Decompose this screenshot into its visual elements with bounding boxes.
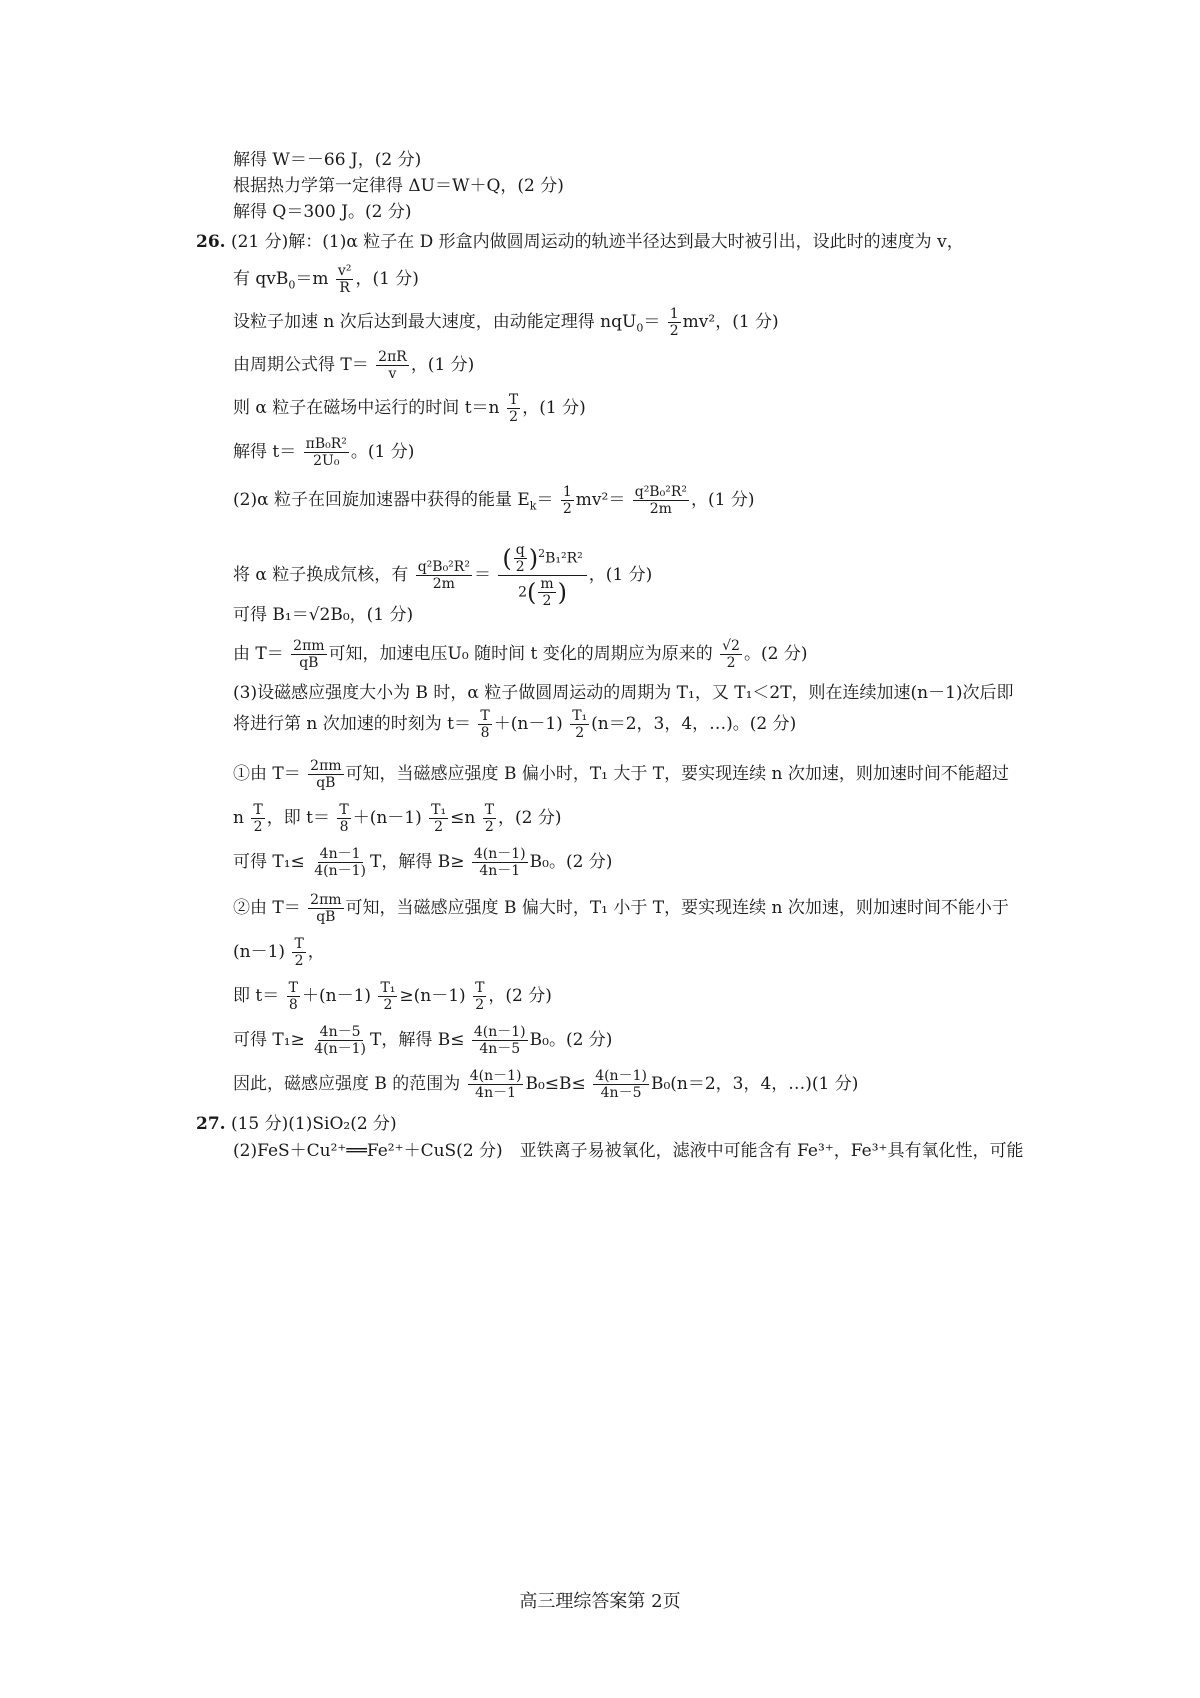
question-26-header <box>196 229 1040 255</box>
text: 可知，当磁感应强度 B 偏小时，T₁ 大于 T，要实现连续 n 次加速，则加速时间不能超过 <box>345 764 1009 784</box>
question-number: 26. <box>196 232 226 252</box>
denominator: qB <box>316 909 336 925</box>
text: ，即 t＝ <box>266 808 330 828</box>
numerator: T <box>475 980 485 996</box>
text: 设粒子加速 n 次后达到最大速度，由动能定理得 nqU <box>233 312 637 332</box>
numerator: T <box>253 802 263 818</box>
numerator: T <box>480 708 490 724</box>
fraction <box>561 484 574 517</box>
fraction <box>468 1068 524 1101</box>
denominator: 2 <box>434 819 444 835</box>
eq-time-result <box>233 436 1040 469</box>
text: 可得 T₁≥ <box>233 1030 305 1050</box>
text: ＝ <box>473 565 491 585</box>
numerator: 2πm <box>310 758 342 774</box>
numerator: ( $\frac{q}{2}$ )$^2$B₁²R² <box>498 542 586 576</box>
text: B₁²R² <box>545 550 583 567</box>
text: 可得 T₁≤ <box>233 852 305 872</box>
text: 由周期公式得 T＝ <box>233 355 369 375</box>
text: T，解得 B≤ <box>369 1030 465 1050</box>
numerator: 2πm <box>310 892 342 908</box>
line-part3: (3)设磁感应强度大小为 B 时，α 粒子做圆周运动的周期为 T₁，又 T₁＜2T，则在连续加速(n－1)次后即 <box>233 683 1014 703</box>
denominator: 2 <box>575 725 585 741</box>
text: ，(1 分) <box>410 355 475 375</box>
fraction-deuteron <box>498 542 586 609</box>
fraction <box>668 306 681 339</box>
text: ，(1 分) <box>588 565 653 585</box>
denominator: qB <box>316 775 336 791</box>
text: 因此，磁感应强度 B 的范围为 <box>233 1074 461 1094</box>
denominator: 2m <box>432 576 455 592</box>
text: 将 α 粒子换成氘核，有 <box>233 565 409 585</box>
fraction <box>473 980 486 1013</box>
text: B₀。(2 分) <box>529 1030 613 1050</box>
text: ＋(n－1) <box>352 808 422 828</box>
text: 将进行第 n 次加速的时刻为 t＝ <box>233 714 471 734</box>
numerator: 4(n－1) <box>473 846 526 862</box>
numerator: T <box>484 802 495 818</box>
numerator: 4n－1 <box>319 846 361 862</box>
numerator: T₁ <box>380 980 396 996</box>
fraction <box>378 980 397 1013</box>
numerator: v² <box>337 263 352 279</box>
text: ≥(n－1) <box>399 986 466 1006</box>
text: 即 t＝ <box>233 986 280 1006</box>
subscript: 0 <box>636 321 644 335</box>
page-footer: 高三理综答案第 2页 <box>519 1591 681 1612</box>
denominator: 4n－5 <box>479 1041 521 1057</box>
text: ①由 T＝ <box>233 764 301 784</box>
numerator: m <box>540 576 554 592</box>
fraction <box>429 802 448 835</box>
numerator: q²B₀²R² <box>417 559 470 575</box>
fraction <box>308 758 343 791</box>
text: ，(1 分) <box>355 269 419 289</box>
denominator: v <box>388 366 397 382</box>
denominator: 2m <box>649 501 672 517</box>
numerator: 4(n－1) <box>473 1024 526 1040</box>
eq-case-large-b-ineq <box>233 980 1040 1013</box>
text: ＋(n－1) <box>302 986 372 1006</box>
denominator: 4n－1 <box>479 863 521 879</box>
denominator: 4(n－1) <box>314 1041 366 1057</box>
text: (n－1) <box>233 942 286 962</box>
fraction <box>312 1024 368 1057</box>
numerator: T <box>294 936 304 952</box>
text: 。(2 分) <box>743 644 808 664</box>
text: 则 α 粒子在磁场中运行的时间 t＝n <box>233 398 500 418</box>
denominator: 2 <box>509 409 519 425</box>
text: (2)α 粒子在回旋加速器中获得的能量 E <box>233 490 530 510</box>
text: ，(1 分) <box>690 490 755 510</box>
eq-kinetic-energy <box>233 306 1040 339</box>
numerator: 2πm <box>293 638 325 654</box>
fraction <box>292 936 305 969</box>
fraction <box>308 892 343 925</box>
fraction <box>287 980 300 1013</box>
question-text: (21 分)解：(1)α 粒子在 D 形盒内做圆周运动的轨迹半径达到最大时被引出，设此时的速度为 v， <box>230 232 964 252</box>
denominator: 2( $\frac{m}{2}$ ) <box>518 576 568 609</box>
fraction <box>633 484 689 517</box>
line-heat: 解得 Q＝300 J。(2 分) <box>233 202 412 222</box>
fraction <box>251 802 264 835</box>
text: ＝ <box>643 312 661 332</box>
text: B₀(n＝2，3，4，…)(1 分) <box>650 1074 859 1094</box>
numerator: 4n－5 <box>319 1024 361 1040</box>
numerator: 2πR <box>378 349 407 365</box>
fraction <box>507 392 520 425</box>
line-b1: 可得 B₁＝√2B₀，(1 分) <box>233 605 414 625</box>
fraction <box>304 436 349 469</box>
numerator: 4(n－1) <box>469 1068 522 1084</box>
text: 可知，当磁感应强度 B 偏大时，T₁ 小于 T，要实现连续 n 次加速，则加速时间不能小于 <box>345 898 1009 918</box>
denominator: 2 <box>294 953 304 969</box>
numerator: T₁ <box>572 708 588 724</box>
text: 可知，加速电压U₀ 随时间 t 变化的周期应为原来的 <box>328 644 713 664</box>
eq-case-large-b <box>233 892 1040 925</box>
eq-nth-acceleration <box>233 708 1040 741</box>
fraction <box>483 802 496 835</box>
fraction <box>472 846 528 879</box>
question-number: 27. <box>196 1114 226 1134</box>
numerator: T₁ <box>431 802 447 818</box>
fraction <box>312 846 368 879</box>
denominator: 4(n－1) <box>314 863 366 879</box>
text: ＋(n－1) <box>493 714 563 734</box>
eq-case-small-b-result <box>233 846 1040 879</box>
fraction <box>593 1068 649 1101</box>
subscript: 0 <box>288 278 296 292</box>
numerator: q <box>515 542 525 558</box>
eq-case-large-b-bound <box>233 936 1040 969</box>
text: 由 T＝ <box>233 644 284 664</box>
line-fes-reaction: (2)FeS＋Cu²⁺══Fe²⁺＋CuS(2 分) 亚铁离子易被氧化，滤液中可能含有 Fe³⁺，Fe³⁺具有氧化性，可能 <box>233 1141 1024 1161</box>
eq-case-small-b <box>233 758 1040 791</box>
fraction <box>416 559 472 592</box>
denominator: 2 <box>669 323 679 339</box>
fraction <box>337 802 350 835</box>
numerator: T <box>508 392 519 408</box>
denominator: 4n－5 <box>600 1085 642 1101</box>
text: 解得 t＝ <box>233 442 297 462</box>
denominator: qB <box>299 655 319 671</box>
eq-time-in-field <box>233 392 1040 425</box>
eq-energy-gained <box>233 484 1040 517</box>
fraction <box>291 638 326 671</box>
eq-case-small-b-ineq <box>233 802 1040 835</box>
denominator: R <box>339 280 350 296</box>
denominator: 2 <box>484 819 494 835</box>
text: T，解得 B≥ <box>369 852 465 872</box>
text: (n＝2，3，4，…)。(2 分) <box>591 714 797 734</box>
line-work: 解得 W＝－66 J，(2 分) <box>233 150 422 170</box>
fraction <box>336 263 354 296</box>
eq-period-ratio <box>233 638 1040 671</box>
text: 。(1 分) <box>350 442 415 462</box>
text: ②由 T＝ <box>233 898 301 918</box>
eq-period <box>233 349 1040 382</box>
text: ＝ <box>536 490 554 510</box>
text: ，(1 分) <box>522 398 586 418</box>
fraction <box>472 1024 528 1057</box>
text: n <box>233 808 244 828</box>
text: mv²＝ <box>575 490 626 510</box>
fraction <box>376 349 409 382</box>
fraction <box>570 708 589 741</box>
fraction <box>720 638 742 671</box>
text: ≤n <box>450 808 476 828</box>
question-text: (15 分)(1)SiO₂(2 分) <box>230 1114 397 1134</box>
eq-b-range <box>233 1068 1040 1101</box>
numerator: T <box>339 802 349 818</box>
numerator: 1 <box>562 484 572 500</box>
denominator: 2 <box>542 593 552 609</box>
text: B₀。(2 分) <box>529 852 613 872</box>
text: ＝m <box>295 269 329 289</box>
question-27-header <box>196 1111 1040 1137</box>
denominator: 2 <box>475 997 485 1013</box>
fraction <box>514 542 527 575</box>
line-first-law: 根据热力学第一定律得 ΔU＝W＋Q，(2 分) <box>233 176 564 196</box>
numerator: 4(n－1) <box>595 1068 647 1084</box>
denominator: 8 <box>288 997 298 1013</box>
denominator: 2U₀ <box>313 453 340 469</box>
denominator: 8 <box>480 725 490 741</box>
fraction <box>478 708 491 741</box>
subscript: k <box>529 499 537 513</box>
denominator: 2 <box>253 819 263 835</box>
denominator: 2 <box>726 655 736 671</box>
numerator: √2 <box>722 638 740 654</box>
text: 有 qvB <box>233 269 289 289</box>
text: B₀≤B≤ <box>525 1074 586 1094</box>
eq-case-large-b-result <box>233 1024 1040 1057</box>
text: ，(2 分) <box>488 986 552 1006</box>
denominator: 8 <box>339 819 349 835</box>
text: mv²，(1 分) <box>682 312 779 332</box>
eq-lorentz-force <box>233 263 1040 296</box>
text: ， <box>307 942 325 962</box>
numerator: 1 <box>669 306 679 322</box>
eq-deuteron <box>233 542 1040 609</box>
numerator: T <box>288 980 298 996</box>
denominator: 2 <box>515 559 525 575</box>
denominator: 2 <box>562 501 572 517</box>
text: ，(2 分) <box>498 808 562 828</box>
denominator: 4n－1 <box>475 1085 517 1101</box>
denominator: 2 <box>383 997 393 1013</box>
text: 2 <box>518 584 527 601</box>
numerator: q²B₀²R² <box>634 484 687 500</box>
numerator: πB₀R² <box>305 436 347 452</box>
